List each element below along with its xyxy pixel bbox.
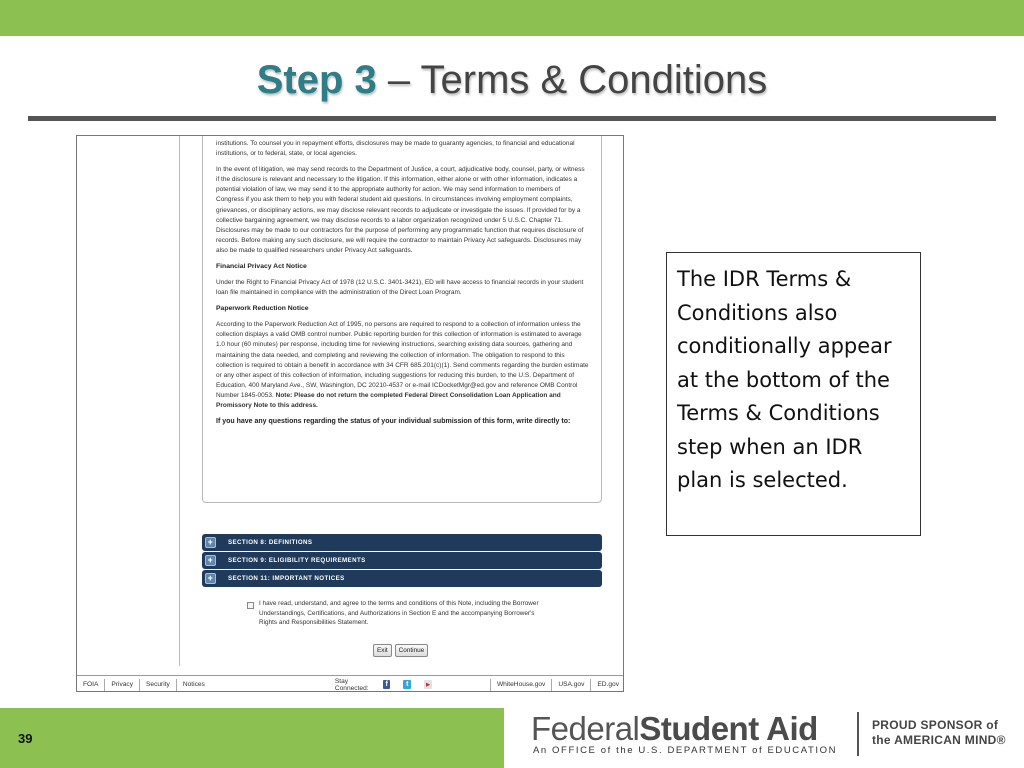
agreement-text: I have read, understand, and agree to the terms and conditions of this Note, including the Borrower Understandings, Certifications, and Authorizations in Section E and the accompanying Borrower's Rights and Responsibilities Statement.: [259, 600, 539, 626]
expand-plus-icon[interactable]: +: [205, 573, 216, 584]
section-label: SECTION 8: DEFINITIONS: [228, 539, 313, 546]
expand-plus-icon[interactable]: +: [205, 555, 216, 566]
twitter-icon[interactable]: t: [403, 680, 411, 689]
questions-text: If you have any questions regarding the status of your individual submission of this form, write directly to:: [216, 418, 571, 426]
left-column-divider: [179, 136, 180, 666]
sponsor-tagline: [872, 718, 1006, 748]
screenshot-frame: [76, 135, 624, 692]
ed-gov-link[interactable]: ED.gov: [597, 680, 619, 688]
section-9-bar[interactable]: [202, 552, 602, 569]
facebook-icon[interactable]: f: [383, 680, 391, 689]
stay-connected-label: Stay Connected:: [334, 677, 369, 692]
logo-wordmark: [531, 710, 818, 748]
logo-divider: [857, 712, 859, 756]
agreement-row: [247, 599, 547, 628]
slide-title: [0, 58, 1024, 103]
section-label: SECTION 11: IMPORTANT NOTICES: [228, 575, 345, 582]
notices-link[interactable]: Notices: [182, 680, 205, 688]
terms-scroll-box[interactable]: [202, 135, 602, 503]
foia-link[interactable]: FOIA: [77, 679, 105, 691]
paperwork-reduction-heading: Paperwork Reduction Notice: [216, 305, 309, 313]
section-8-bar[interactable]: [202, 534, 602, 551]
bottom-accent-bar: [0, 708, 504, 768]
sponsor-line-1: PROUD SPONSOR of: [872, 718, 999, 732]
terms-paragraph: [216, 320, 589, 411]
site-footer: [77, 675, 624, 692]
sponsor-line-2: the AMERICAN MIND®: [872, 733, 1006, 747]
terms-paragraph: Under the Right to Financial Privacy Act of 1978 (12 U.S.C. 3401-3421), ED will have access to financial records in your student loan file maintained in compliance with the administration of the Direct Loan Program.: [216, 279, 584, 297]
whitehouse-link[interactable]: WhiteHouse.gov: [490, 679, 552, 691]
action-buttons: [373, 644, 428, 657]
terms-paragraph: In the event of litigation, we may send records to the Department of Justice, a court, adjudicative body, counsel, party, or witness if the disclosure is relevant and necessary to the litigation. If this information, either alone or with other information, indicates a potential violation of law, we may send it to the appropriate authority for action. We may send information to members of Congress if you ask them to help you with federal student aid questions. In circumstances involving employment complaints, grievances, or disciplinary actions, we may disclose relevant records to adjudicate or investigate the issues. If provided for by a collective bargaining agreement, we may disclose records to a labor organization recognized under 5 U.S.C. Chapter 71. Disclosures may be made to our contractors for the purpose of performing any programmatic function that requires disclosure of records. Before making any such disclosure, we will require the contractor to maintain Privacy Act safeguards. Disclosures may also be made to qualified researchers under Privacy Act safeguards.: [216, 166, 585, 254]
callout-text: The IDR Terms & Conditions also conditionally appear at the bottom of the Terms & Conditions step when an IDR plan is selected.: [677, 267, 892, 492]
section-label: SECTION 9: ELIGIBILITY REQUIREMENTS: [228, 557, 366, 564]
youtube-icon[interactable]: ▶: [426, 681, 431, 688]
top-accent-bar: [0, 0, 1024, 36]
agree-checkbox[interactable]: [247, 602, 254, 609]
section-11-bar[interactable]: [202, 570, 602, 587]
privacy-link[interactable]: Privacy: [105, 679, 140, 691]
paperwork-text: According to the Paperwork Reduction Act of 1995, no persons are required to respond to a collection of information unless the collection displays a valid OMB control number. Public reporting burden for this collection of information is estimated to average 1.0 hour (60 minutes) per response, including time for reviewing instructions, searching existing data sources, gathering and maintaining the data needed, and completing and reviewing the collection of information. The obligation to respond to this collection is required to obtain a benefit in accordance with 34 CFR 685.201(c)(1). Send comments regarding the burden estimate or any other aspect of this collection of information, including suggestions for reducing this burden, to the U.S. Department of Education, 400 Maryland Ave., SW, Washington, DC 20210-4537 or e-mail ICDocketMgr@ed.gov and reference OMB Control Number 1845-0053.: [216, 321, 589, 399]
page-number: 39: [18, 731, 33, 746]
expand-plus-icon[interactable]: +: [205, 537, 216, 548]
logo-subtitle: An OFFICE of the U.S. DEPARTMENT of EDUCATION: [533, 745, 838, 756]
title-divider: [28, 116, 996, 121]
logo-federal: Federal: [531, 710, 640, 747]
usa-gov-link[interactable]: USA.gov: [552, 679, 591, 691]
logo-student-aid: Student Aid: [639, 710, 818, 747]
title-rest: – Terms & Conditions: [376, 58, 768, 102]
title-step: Step 3: [256, 58, 377, 102]
terms-paragraph: institutions. To counsel you in repayment efforts, disclosures may be made to guaranty agencies, to financial and educational institutions, or to federal, state, or local agencies.: [216, 140, 575, 158]
financial-privacy-heading: Financial Privacy Act Notice: [216, 263, 307, 271]
security-link[interactable]: Security: [140, 679, 177, 691]
continue-button[interactable]: Continue: [395, 644, 429, 657]
paperwork-note: Note: Please do not return the completed Federal Direct Consolidation Loan Application and Promissory Note to this address.: [216, 391, 561, 409]
exit-button[interactable]: Exit: [373, 644, 392, 657]
section-accordion: [202, 534, 602, 588]
callout-box: [666, 252, 921, 536]
